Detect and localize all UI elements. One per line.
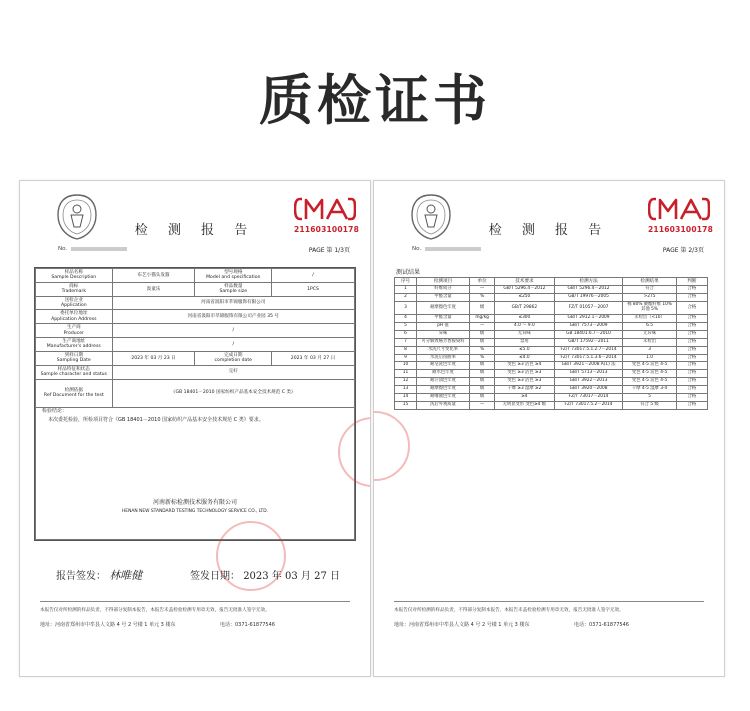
sample-state-value: 完好: [112, 365, 354, 379]
table-cell: 未检出（<10）: [623, 315, 676, 323]
footer-note: 本报告仅对所检测的样品负责，不得部分复制本报告，本报告未盖检验检测专用章无效，报告无批准人签字无效。: [40, 608, 270, 613]
table-cell: 棉 80% 聚酯纤维 10% 其他 5%: [623, 302, 676, 315]
mfr-address-value: /: [112, 338, 354, 352]
issue-label: 签发日期：: [190, 571, 240, 582]
table-cell: GB/T 19976－2005: [554, 294, 623, 302]
table-cell: GB 18401.6.7－2010: [554, 330, 623, 338]
table-row: [395, 370, 708, 378]
table-cell: 级: [470, 302, 495, 315]
table-cell: 级: [470, 370, 495, 378]
label-zh: 送检企业: [64, 297, 83, 303]
cma-mark: [648, 197, 714, 234]
column-header: 单位: [470, 278, 495, 286]
report-number-label: No.: [412, 246, 422, 252]
table-cell: 纤维成分: [416, 286, 469, 294]
report-number-label: No.: [58, 246, 68, 252]
report-number-redacted: [425, 247, 481, 251]
label-zh: 样品特征和状态: [57, 366, 90, 372]
signature-row: [56, 567, 142, 583]
table-cell: GB/T 5296.4－2012: [554, 286, 623, 294]
table-cell: 变色 ≥3 沾色 ≥3: [495, 378, 554, 386]
org-name-en: HENAN NEW STANDARD TESTING TECHNOLOGY SERVICE CO., LTD.: [122, 508, 268, 514]
table-cell: 1.0: [623, 354, 676, 362]
label-en: Application Address: [51, 316, 97, 322]
field-label: [195, 351, 272, 365]
table-cell: —: [470, 402, 495, 410]
table-cell: GB/T 3921－2008 A(1) 法: [554, 362, 623, 370]
table-cell: 合格: [676, 354, 707, 362]
table-cell: 1: [395, 286, 417, 294]
cma-number: 211603100178: [648, 225, 714, 234]
sample-qty-value: 1PCS: [272, 282, 355, 296]
sample-name-value: 布艺小猫头发箍: [112, 269, 195, 283]
table-header-row: [395, 278, 708, 286]
table-cell: 3: [395, 302, 417, 315]
table-cell: 洗后外观质量: [416, 402, 469, 410]
table-cell: FZ/T 73017.5.2－2014: [554, 402, 623, 410]
table-row: [395, 302, 708, 315]
trademark-value: 汲童乐: [112, 282, 195, 296]
footer-tel: 电话：0371-61877546: [574, 622, 629, 628]
table-row: [395, 338, 708, 346]
table-cell: 合格: [676, 315, 707, 323]
table-cell: 5: [395, 322, 417, 330]
field-label: [36, 379, 113, 407]
table-cell: 甲醛含量: [416, 294, 469, 302]
table-cell: 耐汗渍色牢度: [416, 378, 469, 386]
table-row: [395, 286, 708, 294]
table-cell: 4.0 ～ 9.0: [495, 322, 554, 330]
label-zh: 样品名称: [64, 270, 83, 275]
table-cell: 10: [395, 362, 417, 370]
table-cell: GB/T 5296.4－2012: [495, 286, 554, 294]
cma-mark: [294, 197, 360, 234]
table-cell: 符合 5 级: [623, 402, 676, 410]
table-cell: 3: [623, 346, 676, 354]
label-zh: 委托单位地址: [59, 311, 88, 317]
table-cell: 11: [395, 370, 417, 378]
table-cell: 2: [395, 294, 417, 302]
report-title: 检 测 报 告: [134, 223, 256, 238]
table-cell: 合格: [676, 294, 707, 302]
table-cell: 合格: [676, 322, 707, 330]
footer-tel: 电话：0371-61877546: [220, 622, 275, 628]
table-cell: 异味: [416, 330, 469, 338]
field-label: [195, 269, 272, 283]
table-row: [395, 378, 708, 386]
table-row: [395, 354, 708, 362]
cma-number: 211603100178: [294, 225, 360, 234]
field-label: [36, 282, 113, 296]
table-cell: %: [470, 346, 495, 354]
column-header: 检测结果: [623, 278, 676, 286]
producer-value: /: [112, 324, 354, 338]
table-cell: 合格: [676, 338, 707, 346]
table-cell: 无异味: [623, 330, 676, 338]
table-cell: 13: [395, 386, 417, 394]
label-zh: 检测依据: [64, 387, 83, 393]
field-label: [36, 269, 113, 283]
table-cell: 级: [470, 378, 495, 386]
table-cell: 变色 4-5 沾色 4-5: [623, 378, 676, 386]
table-cell: 6.5: [623, 322, 676, 330]
page-number: PAGE 第 2/3页: [662, 247, 704, 254]
table-cell: 级: [470, 330, 495, 338]
table-cell: 合格: [676, 302, 707, 315]
column-header: 检测项目: [416, 278, 469, 286]
ref-doc-value: 《GB 18401－2010 国家纺织产品基本安全技术规范 C 类》: [112, 379, 354, 407]
label-en: Producer: [63, 330, 84, 336]
field-label: [36, 365, 113, 379]
table-row: [36, 324, 355, 338]
completion-date-value: 2023 年 03 月 27 日: [272, 351, 355, 365]
field-label: [195, 282, 272, 296]
report-page-1: [19, 180, 371, 677]
table-row: [395, 322, 708, 330]
table-cell: 耐唾液色牢度: [416, 394, 469, 402]
table-cell: 合格: [676, 330, 707, 338]
page-heading: 质检证书: [259, 69, 491, 132]
table-cell: 5: [623, 394, 676, 402]
field-label: [36, 324, 113, 338]
table-cell: 耐皂洗色牢度: [416, 362, 469, 370]
table-cell: 水洗后扭曲率: [416, 354, 469, 362]
table-row: [395, 330, 708, 338]
table-cell: >275: [623, 294, 676, 302]
table-cell: pH 值: [416, 322, 469, 330]
table-row: [395, 394, 708, 402]
table-cell: ≤250: [495, 294, 554, 302]
conclusion-text: 本次委托检验，所检项目符合《GB 18401－2010 国家纺织产品基本安全技术规范 C 类》要求。: [48, 416, 264, 423]
table-row: [36, 282, 355, 296]
label-en: Sample Description: [51, 275, 97, 281]
label-zh: 到样日期: [64, 352, 83, 358]
table-cell: 6: [395, 330, 417, 338]
table-cell: 无异味: [495, 330, 554, 338]
label-en: Manufacturer's address: [46, 344, 101, 350]
table-cell: GB/T 17592－2011: [554, 338, 623, 346]
footer-divider: [394, 601, 704, 602]
footer-note: 本报告仅对所检测的样品负责，不得部分复制本报告，本报告未盖检验检测专用章无效，报告无批准人签字无效。: [394, 608, 624, 613]
label-en: Application: [60, 303, 87, 309]
sampling-date-value: 2023 年 03 月 23 日: [112, 351, 195, 365]
table-cell: 变色 ≥3 沾色 ≥3: [495, 370, 554, 378]
report-number: [58, 246, 127, 252]
table-cell: mg/kg: [470, 315, 495, 323]
field-label: [36, 296, 113, 310]
field-label: [36, 351, 113, 365]
table-row: [36, 338, 355, 352]
table-row: [395, 402, 708, 410]
red-stamp-edge: [373, 411, 410, 481]
table-cell: 合格: [676, 362, 707, 370]
table-cell: 耐水色牢度: [416, 370, 469, 378]
footer-address: 地址：河南省郑州市中牟县人文路 4 号 2 号楼 1 单元 3 楼东: [394, 622, 530, 628]
table-cell: —: [470, 286, 495, 294]
label-en: Trademark: [61, 289, 86, 295]
table-row: [36, 351, 355, 365]
table-cell: 15: [395, 402, 417, 410]
table-cell: 级: [470, 338, 495, 346]
footer-address: 地址：河南省郑州市中牟县人文路 4 号 2 号楼 1 单元 3 楼东: [40, 622, 176, 628]
footer-divider: [40, 601, 350, 602]
table-cell: 12: [395, 378, 417, 386]
label-en: Sample character and status: [40, 372, 107, 378]
signer-label: 报告签发：: [56, 571, 106, 582]
table-row: [395, 315, 708, 323]
table-cell: 水洗尺寸变化率: [416, 346, 469, 354]
table-cell: 干摩 4-5 湿摩 3-4: [623, 386, 676, 394]
table-cell: 变色 4-5 沾色 4-5: [623, 370, 676, 378]
label-en: Model and specification: [206, 275, 261, 281]
table-cell: 耐摩擦色牢度: [416, 386, 469, 394]
table-cell: ≥4: [495, 394, 554, 402]
table-cell: 9: [395, 354, 417, 362]
table-cell: 甲醛含量: [416, 315, 469, 323]
table-row: [395, 346, 708, 354]
table-cell: GB/T 29862: [495, 302, 554, 315]
label-en: Ref Document for the test: [43, 393, 104, 398]
table-cell: 7: [395, 338, 417, 346]
table-cell: ≤4.0: [495, 354, 554, 362]
table-cell: 符合: [623, 286, 676, 294]
label-en: completion date: [214, 358, 252, 364]
table-row: [36, 379, 355, 407]
application-value: 河南省汲阳市莘锦服饰有限公司: [112, 296, 354, 310]
table-row: [36, 407, 355, 539]
table-cell: 变色 4-5 沾色 4-5: [623, 362, 676, 370]
label-zh: 样品数量: [224, 283, 243, 289]
label-zh: 生产商: [66, 325, 81, 331]
sample-info-table: [34, 267, 356, 541]
table-cell: 8: [395, 346, 417, 354]
label-en: Sample size: [219, 289, 248, 295]
page-number: PAGE 第 1/3页: [308, 247, 350, 254]
table-cell: GB/T 7573－2009: [554, 322, 623, 330]
app-address-value: 河南省汲阳市莘锦服饰有限公司产业园 35 号: [112, 310, 354, 324]
table-row: [395, 362, 708, 370]
table-cell: FZ/T 73017－2014: [554, 394, 623, 402]
column-header: 判断: [676, 278, 707, 286]
conclusion-label: 检验结论：: [42, 407, 68, 414]
model-value: /: [272, 269, 355, 283]
table-row: [395, 294, 708, 302]
report-number-redacted: [71, 247, 127, 251]
table-cell: 可分解致癌芳香胺染料: [416, 338, 469, 346]
issue-date-row: [190, 567, 340, 582]
table-cell: 合格: [676, 378, 707, 386]
column-header: 序号: [395, 278, 417, 286]
table-cell: %: [470, 354, 495, 362]
column-header: 技术要求: [495, 278, 554, 286]
table-cell: %: [470, 294, 495, 302]
label-en: Sampling Date: [56, 358, 91, 364]
label-zh: 完成日期: [224, 352, 243, 358]
field-label: [36, 310, 113, 324]
table-cell: —: [470, 322, 495, 330]
report-title: 检 测 报 告: [488, 223, 610, 238]
table-row: [36, 365, 355, 379]
table-cell: GB/T 3922－2013: [554, 378, 623, 386]
table-cell: GB/T 3920－2008: [554, 386, 623, 394]
table-cell: ≤300: [495, 315, 554, 323]
report-number: [412, 246, 481, 252]
table-cell: GB/T 2912.1－2009: [554, 315, 623, 323]
table-cell: 合格: [676, 346, 707, 354]
table-cell: 禁用: [495, 338, 554, 346]
table-cell: 耐摩擦色牢度: [416, 302, 469, 315]
table-cell: 4: [395, 315, 417, 323]
table-row: [36, 296, 355, 310]
results-title: 测试结果: [396, 269, 421, 276]
table-cell: FZ/T 73017.5.1.2.7－2014: [554, 346, 623, 354]
table-cell: 干摩 ≥3 湿摩 ≥2: [495, 386, 554, 394]
table-cell: 未检出: [623, 338, 676, 346]
results-table: [394, 277, 708, 410]
label-zh: 型号规格: [224, 270, 243, 275]
table-cell: 级: [470, 386, 495, 394]
table-cell: 合格: [676, 386, 707, 394]
table-cell: FZ/T 01057－2007: [554, 302, 623, 315]
table-cell: GB/T 5713－2013: [554, 370, 623, 378]
table-row: [395, 386, 708, 394]
conclusion-cell: [36, 407, 355, 539]
report-page-2: [373, 180, 725, 677]
cma-logo-icon: [294, 197, 356, 221]
issue-date: 2023 年 03 月 27 日: [243, 571, 340, 582]
column-header: 检测方法: [554, 278, 623, 286]
table-cell: 变色 ≥3 沾色 ≥4: [495, 362, 554, 370]
cma-logo-icon: [648, 197, 710, 221]
table-cell: 合格: [676, 402, 707, 410]
table-cell: 合格: [676, 370, 707, 378]
table-cell: 无明显变形 变色≥4 级: [495, 402, 554, 410]
table-cell: FZ/T 73017.5.1.3.6－2014: [554, 354, 623, 362]
table-cell: 合格: [676, 286, 707, 294]
table-cell: 级: [470, 394, 495, 402]
signer-signature: 林唯健: [109, 569, 143, 582]
table-cell: ≤5.0: [495, 346, 554, 354]
org-name-zh: 河南新标检测技术服务有限公司: [152, 498, 237, 506]
table-row: [36, 310, 355, 324]
label-zh: 商标: [69, 283, 79, 289]
table-cell: 级: [470, 362, 495, 370]
table-cell: 合格: [676, 394, 707, 402]
field-label: [36, 338, 113, 352]
table-row: [36, 269, 355, 283]
label-zh: 生产商地址: [62, 339, 86, 345]
table-cell: 14: [395, 394, 417, 402]
